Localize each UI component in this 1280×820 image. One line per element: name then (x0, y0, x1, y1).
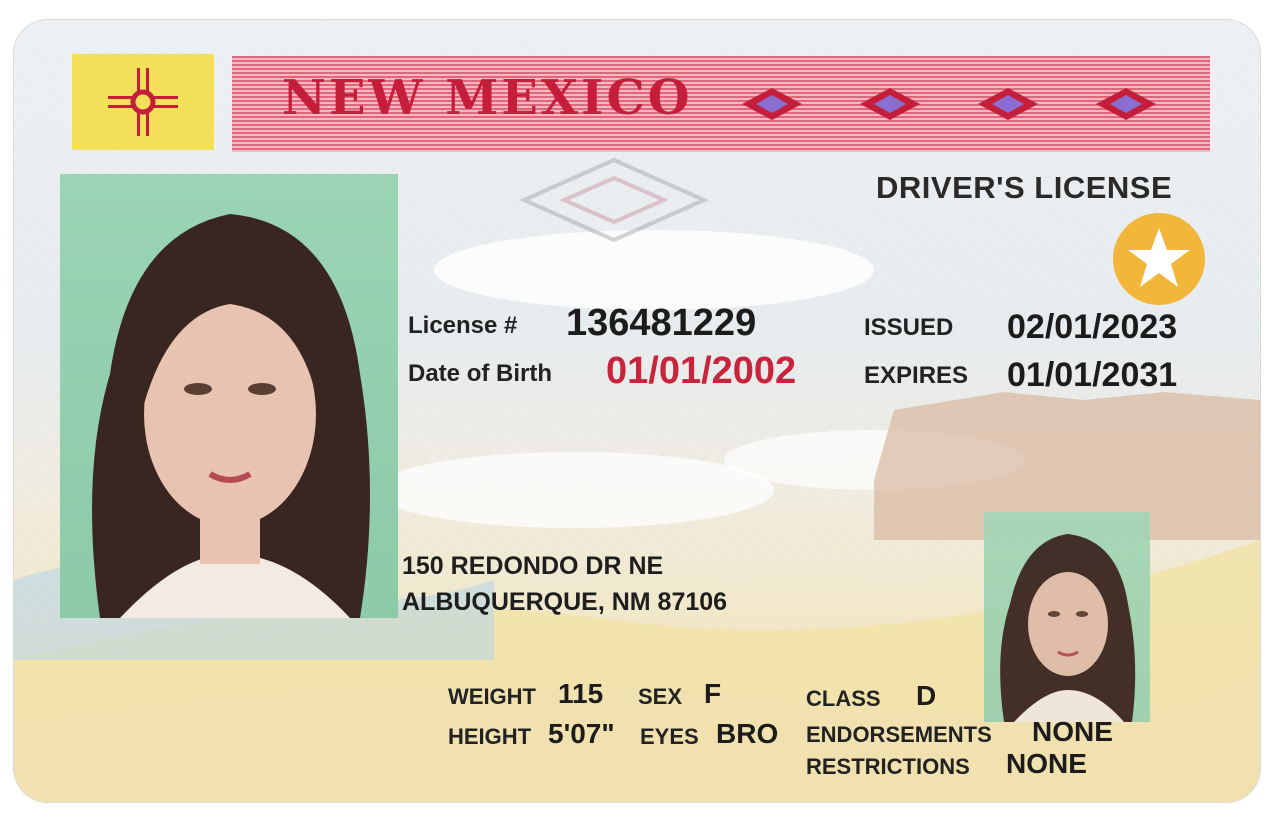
portrait-image (60, 174, 398, 618)
address-line-1: 150 REDONDO DR NE (402, 552, 664, 580)
weight-label: WEIGHT (448, 684, 536, 709)
issued-label: ISSUED (864, 314, 954, 341)
holder-photo (60, 174, 398, 618)
zia-sun-icon (72, 54, 214, 150)
height-value: 5'07" (548, 718, 615, 749)
weight-value: 115 (558, 678, 604, 709)
endorsements-label: ENDORSEMENTS (806, 722, 992, 747)
ghost-portrait-image (984, 512, 1150, 722)
state-banner (232, 56, 1210, 152)
license-card (14, 20, 1260, 802)
document-type: DRIVER'S LICENSE (876, 170, 1173, 205)
real-id-star-icon (1112, 212, 1206, 306)
ghost-photo (984, 512, 1150, 722)
sex-label: SEX (638, 684, 683, 709)
license-number: 136481229 (566, 302, 757, 344)
banner-diamond-icons (232, 56, 1210, 152)
eyes-label: EYES (640, 724, 699, 749)
license-number-label: License # (408, 312, 518, 339)
sex-value: F (704, 678, 722, 709)
restrictions-label: RESTRICTIONS (806, 754, 970, 779)
expires-date: 01/01/2031 (1007, 356, 1178, 394)
eyes-value: BRO (716, 718, 779, 749)
state-flag (72, 54, 214, 150)
endorsements-value: NONE (1032, 716, 1113, 747)
address-line-2: ALBUQUERQUE, NM 87106 (402, 588, 728, 616)
expires-label: EXPIRES (864, 362, 969, 389)
issued-date: 02/01/2023 (1007, 308, 1178, 346)
restrictions-value: NONE (1006, 748, 1087, 779)
class-label: CLASS (806, 686, 881, 711)
dob-value: 01/01/2002 (606, 350, 797, 392)
dob-label: Date of Birth (408, 360, 552, 387)
height-label: HEIGHT (448, 724, 532, 749)
class-value: D (916, 680, 937, 711)
state-name: NEW MEXICO (282, 70, 693, 126)
